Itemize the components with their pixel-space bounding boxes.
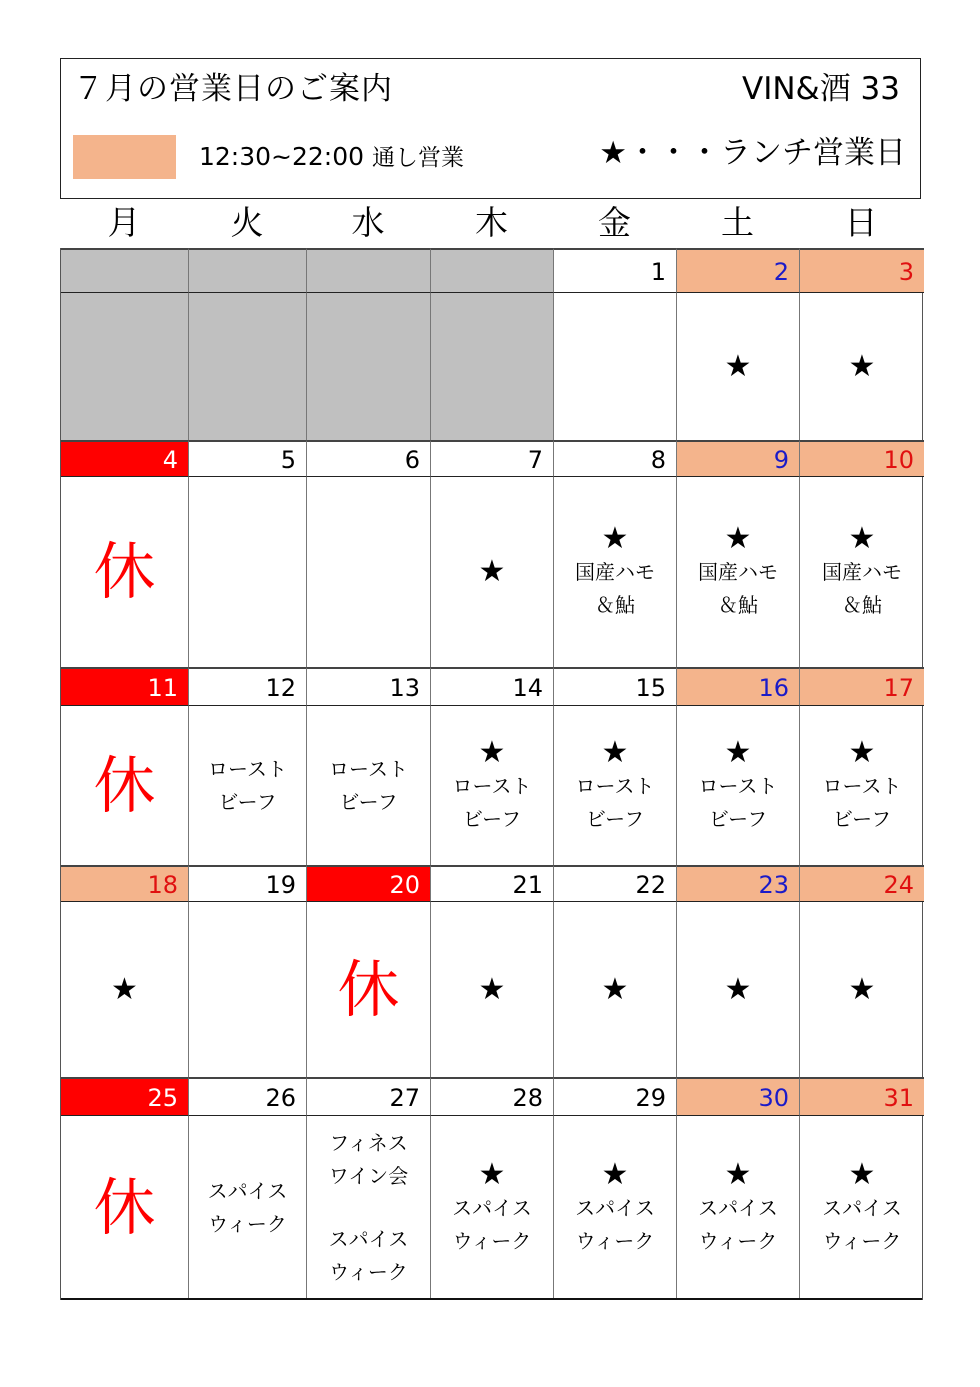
day-body-cell [307, 705, 431, 865]
day-body-cell [800, 705, 924, 865]
day-body-cell [189, 292, 307, 440]
day-body-cell [307, 476, 431, 667]
day-number: 10 [883, 446, 914, 474]
day-body-cell [61, 476, 189, 667]
day-number-cell [189, 1077, 307, 1115]
lunch-star-icon: ★ [724, 734, 752, 770]
day-body-cell [431, 901, 554, 1077]
closed-day-mark: 休 [93, 1171, 156, 1244]
event-text: ウィーク [698, 1229, 778, 1253]
day-content [800, 902, 924, 1077]
day-number: 11 [147, 674, 178, 702]
day-body-cell [677, 901, 800, 1077]
event-text: ビーフ [585, 806, 645, 831]
day-number-cell [677, 1077, 800, 1115]
lunch-star-icon: ★ [848, 734, 876, 770]
day-number-cell [307, 865, 431, 901]
day-content [61, 706, 188, 865]
lunch-star-icon: ★ [478, 554, 506, 589]
event-text: ＆鮎 [595, 593, 635, 617]
lunch-star-icon: ★ [478, 1157, 506, 1192]
day-body-cell [554, 705, 677, 865]
weekday-label: 金 [598, 203, 631, 242]
day-content [189, 1116, 306, 1300]
day-content [554, 477, 676, 667]
event-text: スパイス [328, 1227, 409, 1251]
weekday-label: 日 [844, 203, 878, 242]
event-text: ウィーク [452, 1229, 532, 1253]
day-body-cell [677, 476, 800, 667]
day-body-cell [677, 292, 800, 440]
day-number: 13 [389, 674, 420, 702]
day-number-cell [61, 440, 189, 476]
day-number: 2 [773, 258, 789, 286]
event-text: ワイン会 [328, 1164, 409, 1188]
day-number-cell [431, 865, 554, 901]
day-number-cell [307, 1077, 431, 1115]
day-number: 28 [512, 1084, 543, 1112]
day-content [189, 706, 306, 865]
day-number-cell [189, 667, 307, 705]
day-content [800, 293, 924, 440]
day-content [677, 706, 799, 865]
day-number-cell [61, 865, 189, 901]
day-content [189, 293, 306, 440]
day-content [554, 706, 676, 865]
event-text: ロースト [822, 773, 902, 798]
event-text: スパイス [207, 1179, 288, 1203]
shop-name: VIN&酒 33 [741, 71, 900, 107]
day-content [189, 902, 306, 1077]
day-number-cell [677, 865, 800, 901]
day-content [307, 902, 430, 1077]
weekday-label: 月 [107, 203, 141, 242]
day-content [189, 477, 306, 667]
day-body-cell [677, 1115, 800, 1300]
day-number: 6 [404, 446, 420, 474]
day-number: 30 [758, 1084, 789, 1112]
event-text: ロースト [208, 756, 287, 781]
event-text: 国産ハモ [575, 560, 655, 584]
day-number: 1 [650, 258, 666, 286]
event-text: ビーフ [708, 806, 768, 831]
day-number-cell [554, 248, 677, 292]
day-body-cell [307, 292, 431, 440]
day-number: 3 [898, 258, 914, 286]
day-number-cell [677, 667, 800, 705]
day-body-cell [554, 1115, 677, 1300]
day-body-cell [61, 292, 189, 440]
day-number: 21 [512, 871, 543, 899]
day-content [554, 1116, 676, 1300]
day-number-cell [61, 667, 189, 705]
day-content [307, 293, 430, 440]
event-text: ビーフ [832, 806, 892, 831]
event-text: ビーフ [462, 806, 522, 831]
day-content [677, 477, 799, 667]
event-text: ロースト [452, 773, 532, 798]
event-text: ビーフ [218, 789, 277, 814]
day-content [800, 477, 924, 667]
day-content [431, 706, 553, 865]
day-number: 19 [265, 871, 296, 899]
event-text: ウィーク [822, 1229, 902, 1253]
lunch-star-icon: ★ [601, 971, 629, 1007]
day-number: 12 [265, 674, 296, 702]
day-body-cell [431, 1115, 554, 1300]
event-text: スパイス [698, 1196, 778, 1220]
day-number: 16 [758, 674, 789, 702]
day-content [431, 477, 553, 667]
day-number: 17 [883, 674, 914, 702]
day-content [677, 293, 799, 440]
day-content [307, 477, 430, 667]
event-text: ウィーク [329, 1260, 408, 1284]
day-number: 26 [265, 1084, 296, 1112]
day-body-cell [61, 705, 189, 865]
day-number-cell [554, 865, 677, 901]
day-content [677, 1116, 799, 1300]
event-text: ロースト [329, 756, 408, 781]
calendar-header [60, 58, 921, 199]
lunch-star-icon: ★ [848, 971, 876, 1007]
day-number: 29 [635, 1084, 666, 1112]
day-number-cell [677, 248, 800, 292]
event-text: ＆鮎 [842, 593, 882, 617]
business-hours-note: 通し営業 [372, 145, 465, 171]
day-body-cell [307, 901, 431, 1077]
lunch-star-icon: ★ [724, 971, 752, 1007]
day-content [800, 1116, 924, 1300]
lunch-star-icon: ★ [848, 521, 876, 556]
weekday-label: 木 [475, 203, 508, 242]
day-number-cell [307, 440, 431, 476]
day-body-cell [61, 901, 189, 1077]
day-number: 24 [883, 871, 914, 899]
lunch-star-icon: ★ [111, 971, 138, 1007]
event-text: ビーフ [339, 789, 398, 814]
day-number: 7 [527, 446, 543, 474]
day-number: 9 [773, 446, 789, 474]
lunch-star-icon: ★ [478, 971, 506, 1007]
lunch-star-icon: ★ [601, 521, 629, 556]
weekday-label: 火 [230, 203, 264, 242]
hours-color-swatch [73, 135, 176, 179]
day-body-cell [800, 1115, 924, 1300]
day-number: 14 [512, 674, 543, 702]
day-number-cell [431, 1077, 554, 1115]
day-content [61, 477, 188, 667]
lunch-star-icon: ★ [724, 1157, 752, 1192]
day-content [800, 706, 924, 865]
lunch-star-icon: ★ [724, 521, 752, 556]
calendar-grid [60, 248, 923, 1300]
day-content [61, 293, 188, 440]
event-text: フィネス [329, 1131, 408, 1155]
weekday-label: 土 [721, 203, 754, 242]
day-content [307, 1116, 430, 1300]
day-number: 8 [650, 446, 666, 474]
day-number: 25 [147, 1084, 178, 1112]
day-number-cell [800, 440, 924, 476]
day-body-cell [554, 901, 677, 1077]
day-content [554, 902, 676, 1077]
day-number: 23 [758, 871, 789, 899]
day-number: 18 [147, 871, 178, 899]
day-number-cell [307, 667, 431, 705]
event-text: ロースト [575, 773, 655, 798]
day-body-cell [431, 476, 554, 667]
day-number: 22 [635, 871, 666, 899]
event-text: 国産ハモ [698, 560, 778, 584]
day-body-cell [189, 705, 307, 865]
lunch-star-icon: ★ [848, 348, 876, 384]
day-body-cell [800, 292, 924, 440]
day-body-cell [800, 476, 924, 667]
day-body-cell [189, 901, 307, 1077]
day-number: 27 [389, 1084, 420, 1112]
day-number-cell [800, 248, 924, 292]
lunch-legend: ★・・・ランチ営業日 [599, 135, 906, 171]
day-content [431, 902, 553, 1077]
day-number-cell [431, 440, 554, 476]
lunch-star-icon: ★ [848, 1157, 876, 1192]
day-number-cell [800, 667, 924, 705]
day-number: 20 [389, 871, 420, 899]
event-text: ＆鮎 [718, 593, 758, 617]
event-text: スパイス [452, 1196, 532, 1220]
day-body-cell [189, 476, 307, 667]
day-number-cell [800, 865, 924, 901]
day-body-cell [677, 705, 800, 865]
day-body-cell [554, 476, 677, 667]
day-body-cell [431, 705, 554, 865]
day-number-cell [800, 1077, 924, 1115]
day-content [431, 293, 553, 440]
day-body-cell [431, 292, 554, 440]
business-hours-time: 12:30~22:00 [199, 142, 365, 171]
day-body-cell [800, 901, 924, 1077]
closed-day-mark: 休 [93, 535, 156, 608]
lunch-star-icon: ★ [478, 734, 506, 770]
grid-bottom-border [61, 1298, 922, 1300]
day-number-cell [554, 440, 677, 476]
event-text: スパイス [575, 1196, 655, 1220]
day-content [307, 706, 430, 865]
day-content [554, 293, 676, 440]
day-number: 31 [883, 1084, 914, 1112]
day-number-cell [431, 667, 554, 705]
day-number-cell [431, 248, 554, 292]
closed-day-mark: 休 [93, 748, 156, 822]
day-number: 4 [162, 446, 178, 474]
lunch-star-icon: ★ [601, 1157, 629, 1192]
day-number-cell [554, 1077, 677, 1115]
day-number-cell [61, 1077, 189, 1115]
day-number-cell [189, 248, 307, 292]
closed-day-mark: 休 [337, 952, 400, 1026]
lunch-star-icon: ★ [601, 734, 629, 770]
event-text: ウィーク [208, 1212, 287, 1236]
event-text: ロースト [698, 773, 778, 798]
day-number-cell [189, 865, 307, 901]
lunch-star-icon: ★ [724, 348, 752, 384]
event-text: スパイス [822, 1196, 902, 1220]
day-number-cell [189, 440, 307, 476]
event-text: ウィーク [575, 1229, 655, 1253]
day-content [677, 902, 799, 1077]
day-content [61, 1116, 188, 1300]
day-body-cell [554, 292, 677, 440]
day-number-cell [61, 248, 189, 292]
weekday-label: 水 [351, 203, 385, 242]
event-text: 国産ハモ [822, 560, 902, 584]
day-body-cell [189, 1115, 307, 1300]
day-body-cell [307, 1115, 431, 1300]
day-number-cell [307, 248, 431, 292]
day-content [431, 1116, 553, 1300]
business-hours [199, 139, 464, 172]
day-number: 15 [635, 674, 666, 702]
day-content [61, 902, 188, 1077]
day-number: 5 [280, 446, 296, 474]
page-title: ７月の営業日のご案内 [73, 71, 393, 107]
day-number-cell [677, 440, 800, 476]
day-number-cell [554, 667, 677, 705]
day-body-cell [61, 1115, 189, 1300]
